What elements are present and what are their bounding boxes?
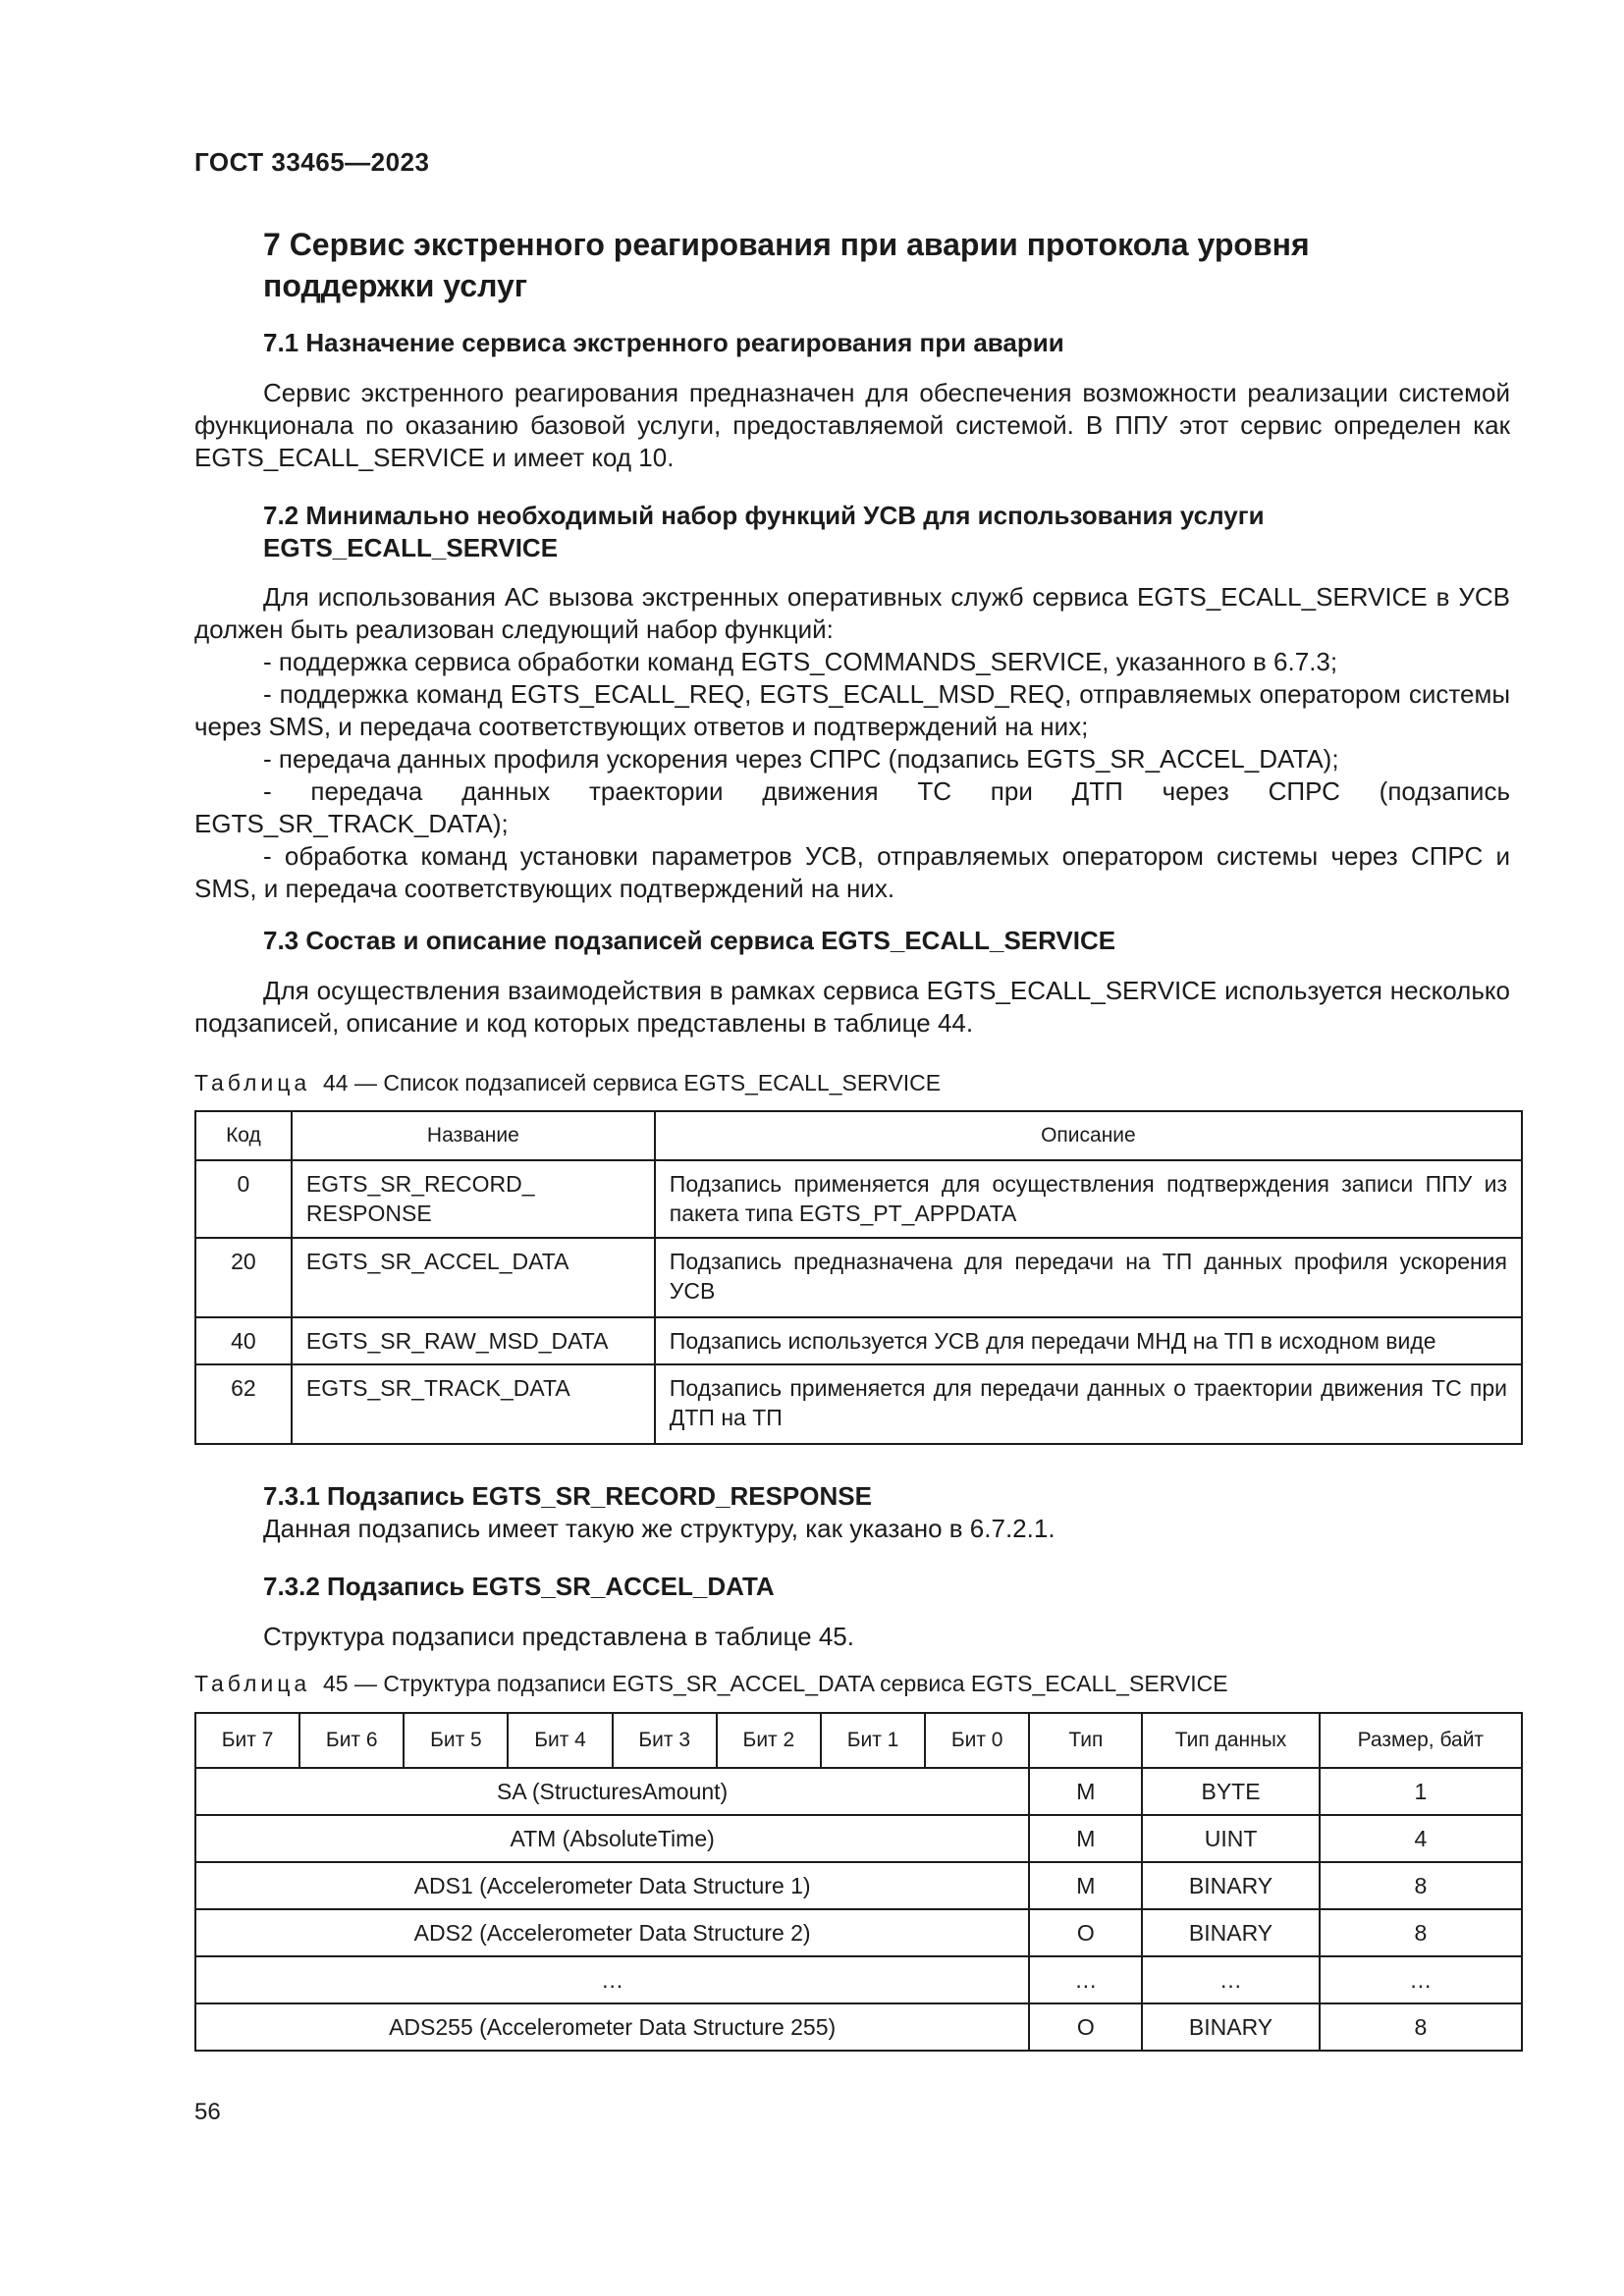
- table-row: [195, 1862, 1522, 1909]
- list-item: - поддержка сервиса обработки команд EGTS_COMMANDS_SERVICE, указанного в 6.7.3;: [263, 647, 1338, 676]
- heading-7-3: 7.3 Состав и описание подзаписей сервиса EGTS_ECALL_SERVICE: [263, 926, 1116, 955]
- cell-type: O: [1029, 2003, 1142, 2051]
- column-header-bit-6: Бит 6: [299, 1713, 404, 1768]
- column-header-type: Тип: [1029, 1713, 1142, 1768]
- table-row: [195, 1160, 1522, 1238]
- list-item: - передача данных профиля ускорения через СПРС (подзапись EGTS_SR_ACCEL_DATA);: [263, 744, 1339, 774]
- column-header-data-type: Тип данных: [1142, 1713, 1319, 1768]
- cell-name: EGTS_SR_ACCEL_DATA: [292, 1238, 655, 1317]
- paragraph-7-1-text: Сервис экстренного реагирования предназначен для обеспечения возможности реализации системой функционала по оказанию базовой услуги, предоставляемой системой. В ППУ этот сервис определен как EGTS_ECALL_SERVICE и имеет код 10.: [194, 378, 1510, 472]
- cell-size: 8: [1320, 2003, 1522, 2051]
- column-header-bit-4: Бит 4: [508, 1713, 612, 1768]
- cell-description: Подзапись применяется для передачи данных о траектории движения ТС при ДТП на ТП: [655, 1364, 1522, 1444]
- heading-7-1: 7.1 Назначение сервиса экстренного реагирования при аварии: [263, 328, 1064, 357]
- cell-description: Подзапись предназначена для передачи на ТП данных профиля ускорения УСВ: [655, 1238, 1522, 1317]
- table-45-caption-text: 45 — Структура подзаписи EGTS_SR_ACCEL_DATA сервиса EGTS_ECALL_SERVICE: [322, 1671, 1228, 1696]
- cell-description: Подзапись используется УСВ для передачи МНД на ТП в исходном виде: [655, 1317, 1522, 1364]
- table-row: [195, 1238, 1522, 1317]
- list-item: - обработка команд установки параметров УСВ, отправляемых оператором системы через СПРС и SMS, и передача соответствующих подтверждений на них.: [194, 841, 1510, 903]
- page-number: 56: [194, 2099, 221, 2125]
- column-header-description: Описание: [655, 1111, 1522, 1160]
- cell-data-type: BINARY: [1142, 1909, 1319, 1956]
- list-item: - поддержка команд EGTS_ECALL_REQ, EGTS_ECALL_MSD_REQ, отправляемых оператором системы через SMS, и передача соответствующих ответов и подтверждений на них;: [194, 679, 1510, 741]
- paragraph-7-3-1: Данная подзапись имеет такую же структуру, как указано в 6.7.2.1.: [263, 1514, 1056, 1543]
- cell-data-type: BINARY: [1142, 1862, 1319, 1909]
- heading-7-2: [263, 500, 1540, 564]
- column-header-bit-1: Бит 1: [821, 1713, 925, 1768]
- cell-field: ADS1 (Accelerometer Data Structure 1): [195, 1862, 1029, 1909]
- cell-size: 8: [1320, 1862, 1522, 1909]
- table-45-caption: [194, 1669, 1228, 1698]
- cell-type: M: [1029, 1768, 1142, 1815]
- cell-type: O: [1029, 1909, 1142, 1956]
- column-header-bit-2: Бит 2: [717, 1713, 821, 1768]
- cell-type: …: [1029, 1956, 1142, 2003]
- table-row: [195, 1956, 1522, 2003]
- column-header-bit-7: Бит 7: [195, 1713, 299, 1768]
- cell-name: EGTS_SR_RECORD_ RESPONSE: [292, 1160, 655, 1238]
- table-row: [195, 1909, 1522, 1956]
- section-7-title-line-1: 7 Сервис экстренного реагирования при аварии протокола уровня: [263, 227, 1310, 262]
- cell-field: ADS2 (Accelerometer Data Structure 2): [195, 1909, 1029, 1956]
- cell-data-type: …: [1142, 1956, 1319, 2003]
- table-44-caption-text: 44 — Список подзаписей сервиса EGTS_ECALL_SERVICE: [322, 1070, 942, 1095]
- table-header-row: [195, 1713, 1522, 1768]
- column-header-size: Размер, байт: [1320, 1713, 1522, 1768]
- cell-code: 62: [195, 1364, 292, 1444]
- cell-size: 1: [1320, 1768, 1522, 1815]
- table-row: [195, 1768, 1522, 1815]
- function-list: [194, 646, 1510, 905]
- list-item: - передача данных траектории движения ТС при ДТП через СПРС (подзапись EGTS_SR_TRACK_DATA);: [194, 776, 1510, 838]
- table-row: [195, 2003, 1522, 2051]
- cell-data-type: BINARY: [1142, 2003, 1319, 2051]
- table-44-caption: [194, 1068, 941, 1097]
- table-44-caption-word: Таблица: [194, 1070, 311, 1095]
- heading-7-3-2: 7.3.2 Подзапись EGTS_SR_ACCEL_DATA: [263, 1572, 775, 1601]
- paragraph-7-2-intro-text: Для использования АС вызова экстренных оперативных служб сервиса EGTS_ECALL_SERVICE в УСВ должен быть реализован следующий набор функций:: [194, 582, 1510, 644]
- cell-code: 20: [195, 1238, 292, 1317]
- column-header-code: Код: [195, 1111, 292, 1160]
- cell-name: EGTS_SR_TRACK_DATA: [292, 1364, 655, 1444]
- table-row: [195, 1364, 1522, 1444]
- cell-description: Подзапись применяется для осуществления подтверждения записи ППУ из пакета типа EGTS_PT_APPDATA: [655, 1160, 1522, 1238]
- cell-size: …: [1320, 1956, 1522, 2003]
- table-header-row: [195, 1111, 1522, 1160]
- table-45-caption-word: Таблица: [194, 1671, 311, 1696]
- column-header-bit-0: Бит 0: [925, 1713, 1029, 1768]
- heading-7-3-1: 7.3.1 Подзапись EGTS_SR_RECORD_RESPONSE: [263, 1481, 872, 1511]
- cell-name: EGTS_SR_RAW_MSD_DATA: [292, 1317, 655, 1364]
- cell-type: M: [1029, 1862, 1142, 1909]
- table-row: [195, 1815, 1522, 1862]
- cell-size: 4: [1320, 1815, 1522, 1862]
- cell-data-type: UINT: [1142, 1815, 1319, 1862]
- paragraph-7-3-2: Структура подзаписи представлена в таблице 45.: [263, 1622, 854, 1651]
- heading-7-2-line-2: EGTS_ECALL_SERVICE: [263, 533, 559, 562]
- cell-data-type: BYTE: [1142, 1768, 1319, 1815]
- paragraph-7-3-text: Для осуществления взаимодействия в рамках сервиса EGTS_ECALL_SERVICE используется несколько подзаписей, описание и код которых представлены в таблице 44.: [194, 976, 1510, 1038]
- cell-field: …: [195, 1956, 1029, 2003]
- cell-size: 8: [1320, 1909, 1522, 1956]
- heading-7-2-line-1: 7.2 Минимально необходимый набор функций УСВ для использования услуги: [263, 501, 1265, 530]
- column-header-name: Название: [292, 1111, 655, 1160]
- cell-code: 40: [195, 1317, 292, 1364]
- table-44: [194, 1110, 1523, 1445]
- paragraph-7-1: [194, 377, 1510, 474]
- cell-field: ADS255 (Accelerometer Data Structure 255): [195, 2003, 1029, 2051]
- document-code: ГОСТ 33465—2023: [194, 147, 430, 177]
- section-7-title: [263, 224, 1540, 306]
- paragraph-7-3: [194, 975, 1510, 1040]
- paragraph-7-2-intro: [194, 581, 1510, 646]
- cell-field: SA (StructuresAmount): [195, 1768, 1029, 1815]
- table-row: [195, 1317, 1522, 1364]
- cell-type: M: [1029, 1815, 1142, 1862]
- column-header-bit-3: Бит 3: [613, 1713, 717, 1768]
- cell-field: ATM (AbsoluteTime): [195, 1815, 1029, 1862]
- cell-code: 0: [195, 1160, 292, 1238]
- table-45: [194, 1712, 1523, 2052]
- section-7-title-line-2: поддержки услуг: [263, 268, 528, 303]
- column-header-bit-5: Бит 5: [404, 1713, 508, 1768]
